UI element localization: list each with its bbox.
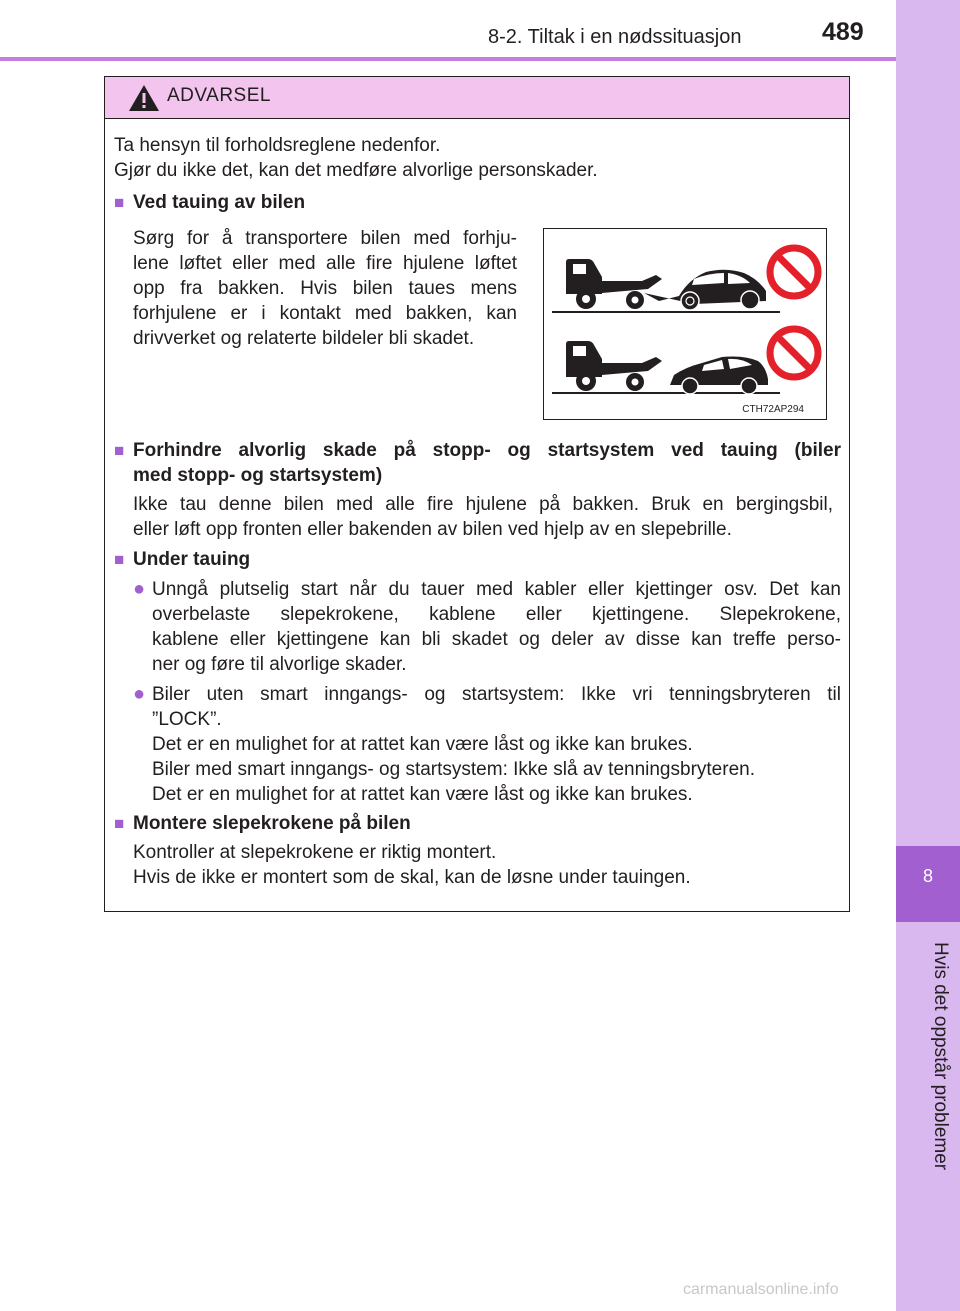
text-line: Det er en mulighet for at rattet kan være låst og ikke kan brukes.: [152, 784, 693, 805]
circle-bullet-icon: ●: [133, 578, 146, 600]
text-line: eller løft opp fronten eller bakenden av bilen ved hjelp av en slepebrille.: [133, 519, 732, 540]
section-tow-hooks-text: [133, 840, 691, 890]
bullet-ignition: [152, 682, 841, 807]
warning-intro-2: Gjør du ikke det, kan det medføre alvorlige personskader.: [114, 160, 598, 181]
text-line: Biler uten smart inngangs- og startsystem: Ikke vri tenningsbryteren til: [152, 684, 841, 705]
text-line: forhjulene er i kontakt med bakken, kan: [133, 303, 517, 324]
warning-triangle-icon: [127, 83, 161, 113]
section-heading-under-towing: Under tauing: [133, 549, 251, 570]
section-title: 8-2. Tiltak i en nødssituasjon: [488, 26, 742, 48]
page-number: 489: [822, 18, 864, 46]
watermark: carmanualsonline.info: [683, 1281, 839, 1298]
towing-illustration: [543, 228, 827, 420]
warning-header: [105, 77, 849, 119]
text-line: Biler med smart inngangs- og startsystem: Ikke slå av tenningsbryteren.: [152, 759, 755, 780]
section-heading-towing: Ved tauing av bilen: [133, 192, 306, 213]
bullet-sudden-start: [152, 577, 841, 677]
text-line: Sørg for å transportere bilen med forhju-: [133, 228, 517, 249]
warning-title: ADVARSEL: [167, 85, 271, 106]
section-towing-text: [133, 226, 517, 351]
header-rule: [0, 57, 896, 61]
text-line: Ikke tau denne bilen med alle fire hjulene på bakken. Bruk en bergingsbil,: [133, 494, 833, 515]
text-line: Unngå plutselig start når du tauer med kabler eller kjettinger osv. Det kan: [152, 579, 841, 600]
figure-code: CTH72AP294: [742, 404, 804, 415]
text-line: ”LOCK”.: [152, 709, 222, 730]
prohibition-icon: [770, 248, 818, 296]
text-line: overbelaste slepekrokene, kablene eller kjettingene. Slepekrokene,: [152, 604, 841, 625]
square-bullet-icon: ■: [114, 550, 125, 569]
text-line: opp fra bakken. Hvis bilen taues mens: [133, 278, 517, 299]
prohibition-icon: [770, 329, 818, 377]
text-line: drivverket og relaterte bildeler bli skadet.: [133, 328, 475, 349]
heading-line: Forhindre alvorlig skade på stopp- og startsystem ved tauing (biler: [133, 440, 841, 461]
chapter-number: 8: [896, 846, 960, 922]
text-line: Kontroller at slepekrokene er riktig montert.: [133, 842, 497, 863]
text-line: ner og føre til alvorlige skader.: [152, 654, 407, 675]
circle-bullet-icon: ●: [133, 683, 146, 705]
square-bullet-icon: ■: [114, 814, 125, 833]
text-line: Hvis de ikke er montert som de skal, kan de løsne under tauingen.: [133, 867, 691, 888]
chapter-title: Hvis det oppstår problemer: [930, 942, 951, 1171]
heading-line: med stopp- og startsystem): [133, 465, 383, 486]
text-line: Det er en mulighet for at rattet kan være låst og ikke kan brukes.: [152, 734, 693, 755]
tow-truck-illustration: [544, 229, 825, 418]
section-heading-stop-start: [133, 438, 841, 488]
square-bullet-icon: ■: [114, 193, 125, 212]
text-line: kablene eller kjettingene kan bli skadet og deler av disse kan treffe perso-: [152, 629, 841, 650]
section-stop-start-text: [133, 492, 841, 542]
text-line: lene løftet eller med alle fire hjulene løftet: [133, 253, 517, 274]
warning-intro-1: Ta hensyn til forholdsreglene nedenfor.: [114, 135, 441, 156]
square-bullet-icon: ■: [114, 441, 125, 460]
section-heading-tow-hooks: Montere slepekrokene på bilen: [133, 813, 411, 834]
